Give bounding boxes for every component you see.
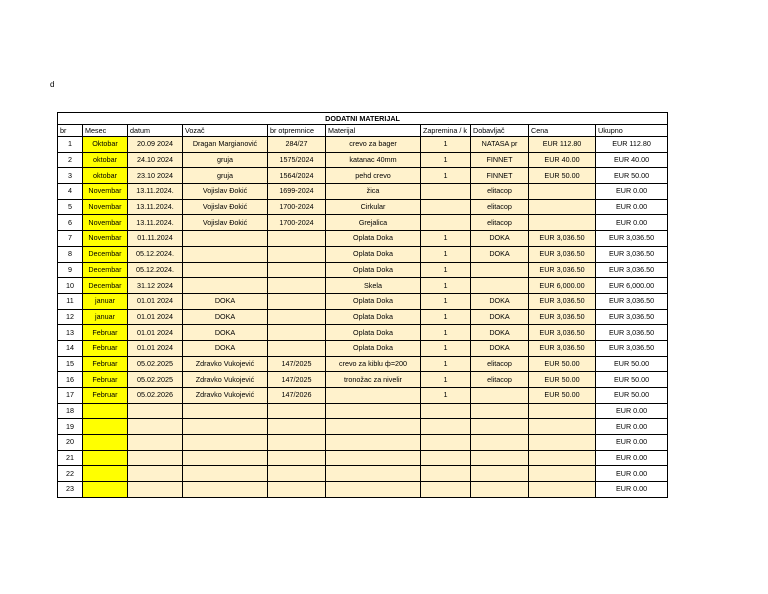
driver-cell[interactable]: Zdravko Vukojević <box>183 356 268 372</box>
delivery-note-cell[interactable] <box>268 435 326 451</box>
delivery-note-cell[interactable] <box>268 419 326 435</box>
volume-cell[interactable]: 1 <box>421 293 471 309</box>
br-cell[interactable]: 20 <box>58 435 83 451</box>
table-row <box>58 340 668 356</box>
table-row <box>58 309 668 325</box>
table-row <box>58 246 668 262</box>
driver-cell[interactable]: Zdravko Vukojević <box>183 372 268 388</box>
month-cell[interactable]: Februar <box>83 372 128 388</box>
table-row <box>58 419 668 435</box>
date-cell[interactable]: 05.02.2026 <box>128 388 183 404</box>
volume-cell[interactable]: 1 <box>421 356 471 372</box>
price-cell[interactable]: EUR 3,036.50 <box>529 262 596 278</box>
driver-cell[interactable] <box>183 262 268 278</box>
volume-cell[interactable] <box>421 435 471 451</box>
br-cell[interactable]: 22 <box>58 466 83 482</box>
month-cell[interactable]: oktobar <box>83 152 128 168</box>
month-cell[interactable]: oktobar <box>83 168 128 184</box>
date-cell[interactable]: 13.11.2024. <box>128 215 183 231</box>
month-cell[interactable]: Novembar <box>83 199 128 215</box>
month-cell[interactable] <box>83 419 128 435</box>
total-cell[interactable]: EUR 40.00 <box>596 152 668 168</box>
table-row <box>58 199 668 215</box>
br-cell[interactable]: 15 <box>58 356 83 372</box>
br-cell[interactable]: 14 <box>58 340 83 356</box>
table-row <box>58 450 668 466</box>
material-cell[interactable]: Oplata Doka <box>326 293 421 309</box>
driver-cell[interactable]: Vojislav Đokić <box>183 199 268 215</box>
date-cell[interactable]: 13.11.2024. <box>128 199 183 215</box>
table-row <box>58 325 668 341</box>
total-cell[interactable]: EUR 0.00 <box>596 482 668 498</box>
br-cell[interactable]: 5 <box>58 199 83 215</box>
br-cell[interactable]: 10 <box>58 278 83 294</box>
supplier-cell[interactable] <box>471 388 529 404</box>
delivery-note-cell[interactable] <box>268 231 326 247</box>
supplier-cell[interactable]: DOKA <box>471 309 529 325</box>
volume-cell[interactable]: 1 <box>421 388 471 404</box>
price-cell[interactable]: EUR 6,000.00 <box>529 278 596 294</box>
material-cell[interactable]: Oplata Doka <box>326 340 421 356</box>
delivery-note-cell[interactable] <box>268 278 326 294</box>
delivery-note-cell[interactable] <box>268 466 326 482</box>
price-cell[interactable] <box>529 215 596 231</box>
delivery-note-cell[interactable]: 147/2025 <box>268 356 326 372</box>
volume-cell[interactable] <box>421 215 471 231</box>
supplier-cell[interactable]: elitacop <box>471 372 529 388</box>
material-cell[interactable] <box>326 482 421 498</box>
material-cell[interactable] <box>326 466 421 482</box>
total-cell[interactable]: EUR 50.00 <box>596 388 668 404</box>
total-cell[interactable]: EUR 0.00 <box>596 450 668 466</box>
driver-cell[interactable]: Vojislav Đokić <box>183 184 268 200</box>
supplier-cell[interactable]: elitacop <box>471 356 529 372</box>
month-cell[interactable]: januar <box>83 293 128 309</box>
delivery-note-cell[interactable]: 147/2026 <box>268 388 326 404</box>
br-cell[interactable]: 19 <box>58 419 83 435</box>
delivery-note-cell[interactable] <box>268 293 326 309</box>
material-cell[interactable]: Oplata Doka <box>326 231 421 247</box>
column-header-delivery-note: br otpremnice <box>268 125 326 137</box>
table-row <box>58 388 668 404</box>
total-cell[interactable]: EUR 3,036.50 <box>596 309 668 325</box>
material-cell[interactable] <box>326 435 421 451</box>
delivery-note-cell[interactable] <box>268 340 326 356</box>
supplier-cell[interactable]: NATASA pr <box>471 137 529 153</box>
br-cell[interactable]: 7 <box>58 231 83 247</box>
supplier-cell[interactable]: DOKA <box>471 325 529 341</box>
column-header-month: Mesec <box>83 125 128 137</box>
total-cell[interactable]: EUR 50.00 <box>596 356 668 372</box>
price-cell[interactable]: EUR 3,036.50 <box>529 340 596 356</box>
br-cell[interactable]: 8 <box>58 246 83 262</box>
table-row <box>58 184 668 200</box>
month-cell[interactable]: Februar <box>83 325 128 341</box>
total-cell[interactable]: EUR 50.00 <box>596 372 668 388</box>
month-cell[interactable]: Februar <box>83 388 128 404</box>
supplier-cell[interactable] <box>471 262 529 278</box>
month-cell[interactable]: Novembar <box>83 184 128 200</box>
table-row <box>58 293 668 309</box>
date-cell[interactable]: 31.12 2024 <box>128 278 183 294</box>
table-row <box>58 278 668 294</box>
br-cell[interactable]: 4 <box>58 184 83 200</box>
volume-cell[interactable] <box>421 419 471 435</box>
volume-cell[interactable] <box>421 403 471 419</box>
material-cell[interactable]: katanac 40mm <box>326 152 421 168</box>
volume-cell[interactable] <box>421 466 471 482</box>
total-cell[interactable]: EUR 3,036.50 <box>596 231 668 247</box>
table-row <box>58 215 668 231</box>
volume-cell[interactable]: 1 <box>421 152 471 168</box>
table-row <box>58 482 668 498</box>
price-cell[interactable] <box>529 184 596 200</box>
date-cell[interactable]: 05.12.2024. <box>128 246 183 262</box>
date-cell[interactable]: 01.01 2024 <box>128 325 183 341</box>
column-header-material: Materijal <box>326 125 421 137</box>
table-row <box>58 403 668 419</box>
total-cell[interactable]: EUR 0.00 <box>596 215 668 231</box>
driver-cell[interactable] <box>183 246 268 262</box>
supplier-cell[interactable] <box>471 419 529 435</box>
table-row <box>58 435 668 451</box>
price-cell[interactable] <box>529 403 596 419</box>
volume-cell[interactable] <box>421 482 471 498</box>
total-cell[interactable]: EUR 3,036.50 <box>596 262 668 278</box>
supplier-cell[interactable]: DOKA <box>471 340 529 356</box>
date-cell[interactable]: 05.02.2025 <box>128 372 183 388</box>
volume-cell[interactable]: 1 <box>421 340 471 356</box>
month-cell[interactable]: Decembar <box>83 278 128 294</box>
material-cell[interactable] <box>326 388 421 404</box>
supplier-cell[interactable] <box>471 450 529 466</box>
date-cell[interactable]: 05.12.2024. <box>128 262 183 278</box>
date-cell[interactable]: 24.10 2024 <box>128 152 183 168</box>
delivery-note-cell[interactable]: 1700-2024 <box>268 199 326 215</box>
total-cell[interactable]: EUR 6,000.00 <box>596 278 668 294</box>
date-cell[interactable]: 23.10 2024 <box>128 168 183 184</box>
br-cell[interactable]: 9 <box>58 262 83 278</box>
supplier-cell[interactable]: elitacop <box>471 199 529 215</box>
table-title-row <box>58 113 668 125</box>
price-cell[interactable] <box>529 419 596 435</box>
column-header-driver: Vozač <box>183 125 268 137</box>
volume-cell[interactable]: 1 <box>421 137 471 153</box>
supplier-cell[interactable]: DOKA <box>471 293 529 309</box>
price-cell[interactable]: EUR 40.00 <box>529 152 596 168</box>
supplier-cell[interactable] <box>471 403 529 419</box>
delivery-note-cell[interactable]: 1700-2024 <box>268 215 326 231</box>
driver-cell[interactable]: DOKA <box>183 325 268 341</box>
delivery-note-cell[interactable] <box>268 262 326 278</box>
br-cell[interactable]: 6 <box>58 215 83 231</box>
supplier-cell[interactable]: elitacop <box>471 215 529 231</box>
total-cell[interactable]: EUR 0.00 <box>596 199 668 215</box>
material-cell[interactable]: crevo za kiblu ф=200 <box>326 356 421 372</box>
driver-cell[interactable] <box>183 278 268 294</box>
table-row <box>58 152 668 168</box>
table-header-row <box>58 125 668 137</box>
driver-cell[interactable] <box>183 419 268 435</box>
price-cell[interactable]: EUR 3,036.50 <box>529 293 596 309</box>
date-cell[interactable] <box>128 466 183 482</box>
material-cell[interactable]: Cirkular <box>326 199 421 215</box>
volume-cell[interactable]: 1 <box>421 262 471 278</box>
material-cell[interactable]: Grejalica <box>326 215 421 231</box>
driver-cell[interactable]: DOKA <box>183 293 268 309</box>
month-cell[interactable]: Februar <box>83 340 128 356</box>
total-cell[interactable]: EUR 0.00 <box>596 184 668 200</box>
date-cell[interactable]: 01.11.2024 <box>128 231 183 247</box>
br-cell[interactable]: 12 <box>58 309 83 325</box>
br-cell[interactable]: 21 <box>58 450 83 466</box>
price-cell[interactable]: EUR 3,036.50 <box>529 231 596 247</box>
column-header-date: datum <box>128 125 183 137</box>
material-cell[interactable]: Oplata Doka <box>326 325 421 341</box>
table-row <box>58 262 668 278</box>
delivery-note-cell[interactable] <box>268 482 326 498</box>
br-cell[interactable]: 3 <box>58 168 83 184</box>
month-cell[interactable]: Februar <box>83 356 128 372</box>
total-cell[interactable]: EUR 112.80 <box>596 137 668 153</box>
price-cell[interactable]: EUR 50.00 <box>529 168 596 184</box>
delivery-note-cell[interactable]: 1564/2024 <box>268 168 326 184</box>
price-cell[interactable]: EUR 50.00 <box>529 356 596 372</box>
driver-cell[interactable] <box>183 231 268 247</box>
corner-mark: d <box>50 80 55 89</box>
supplier-cell[interactable] <box>471 466 529 482</box>
table-row <box>58 372 668 388</box>
supplier-cell[interactable]: DOKA <box>471 231 529 247</box>
driver-cell[interactable] <box>183 403 268 419</box>
date-cell[interactable]: 05.02.2025 <box>128 356 183 372</box>
driver-cell[interactable] <box>183 450 268 466</box>
table-row <box>58 137 668 153</box>
price-cell[interactable] <box>529 435 596 451</box>
date-cell[interactable]: 20.09 2024 <box>128 137 183 153</box>
br-cell[interactable]: 1 <box>58 137 83 153</box>
supplier-cell[interactable]: elitacop <box>471 184 529 200</box>
supplier-cell[interactable] <box>471 278 529 294</box>
delivery-note-cell[interactable] <box>268 246 326 262</box>
volume-cell[interactable] <box>421 199 471 215</box>
volume-cell[interactable] <box>421 450 471 466</box>
volume-cell[interactable]: 1 <box>421 309 471 325</box>
delivery-note-cell[interactable] <box>268 450 326 466</box>
table-row <box>58 168 668 184</box>
price-cell[interactable] <box>529 450 596 466</box>
delivery-note-cell[interactable] <box>268 403 326 419</box>
delivery-note-cell[interactable] <box>268 309 326 325</box>
material-cell[interactable] <box>326 450 421 466</box>
supplier-cell[interactable] <box>471 435 529 451</box>
br-cell[interactable]: 13 <box>58 325 83 341</box>
driver-cell[interactable]: DOKA <box>183 340 268 356</box>
date-cell[interactable]: 01.01 2024 <box>128 309 183 325</box>
br-cell[interactable]: 17 <box>58 388 83 404</box>
month-cell[interactable]: Oktobar <box>83 137 128 153</box>
month-cell[interactable] <box>83 466 128 482</box>
column-header-br: br <box>58 125 83 137</box>
table-row <box>58 356 668 372</box>
price-cell[interactable]: EUR 50.00 <box>529 372 596 388</box>
supplier-cell[interactable] <box>471 482 529 498</box>
price-cell[interactable] <box>529 482 596 498</box>
column-header-supplier: Dobavljač <box>471 125 529 137</box>
br-cell[interactable]: 2 <box>58 152 83 168</box>
table-title: DODATNI MATERIJAL <box>58 113 668 125</box>
month-cell[interactable]: januar <box>83 309 128 325</box>
material-cell[interactable]: žica <box>326 184 421 200</box>
driver-cell[interactable]: Dragan Margianović <box>183 137 268 153</box>
table-row <box>58 231 668 247</box>
column-header-price: Cena <box>529 125 596 137</box>
volume-cell[interactable]: 1 <box>421 231 471 247</box>
date-cell[interactable] <box>128 419 183 435</box>
month-cell[interactable]: Decembar <box>83 262 128 278</box>
driver-cell[interactable]: Zdravko Vukojević <box>183 388 268 404</box>
volume-cell[interactable]: 1 <box>421 278 471 294</box>
total-cell[interactable]: EUR 3,036.50 <box>596 246 668 262</box>
total-cell[interactable]: EUR 3,036.50 <box>596 340 668 356</box>
supplier-cell[interactable]: DOKA <box>471 246 529 262</box>
volume-cell[interactable]: 1 <box>421 246 471 262</box>
total-cell[interactable]: EUR 0.00 <box>596 403 668 419</box>
price-cell[interactable]: EUR 3,036.50 <box>529 309 596 325</box>
br-cell[interactable]: 23 <box>58 482 83 498</box>
month-cell[interactable] <box>83 450 128 466</box>
delivery-note-cell[interactable]: 1575/2024 <box>268 152 326 168</box>
material-cell[interactable]: Oplata Doka <box>326 246 421 262</box>
date-cell[interactable] <box>128 435 183 451</box>
column-header-total: Ukupno <box>596 125 668 137</box>
total-cell[interactable]: EUR 3,036.50 <box>596 325 668 341</box>
driver-cell[interactable]: gruja <box>183 152 268 168</box>
date-cell[interactable]: 13.11.2024. <box>128 184 183 200</box>
total-cell[interactable]: EUR 0.00 <box>596 419 668 435</box>
column-header-volume: Zapremina / k <box>421 125 471 137</box>
delivery-note-cell[interactable] <box>268 325 326 341</box>
material-cell[interactable] <box>326 419 421 435</box>
material-cell[interactable]: Skela <box>326 278 421 294</box>
delivery-note-cell[interactable]: 284/27 <box>268 137 326 153</box>
material-cell[interactable]: tronožac za nivelir <box>326 372 421 388</box>
price-cell[interactable]: EUR 50.00 <box>529 388 596 404</box>
supplier-cell[interactable]: FINNET <box>471 152 529 168</box>
month-cell[interactable] <box>83 482 128 498</box>
driver-cell[interactable] <box>183 435 268 451</box>
date-cell[interactable] <box>128 403 183 419</box>
price-cell[interactable]: EUR 3,036.50 <box>529 246 596 262</box>
supplier-cell[interactable]: FINNET <box>471 168 529 184</box>
price-cell[interactable]: EUR 112.80 <box>529 137 596 153</box>
price-cell[interactable] <box>529 199 596 215</box>
total-cell[interactable]: EUR 0.00 <box>596 435 668 451</box>
date-cell[interactable]: 01.01 2024 <box>128 293 183 309</box>
driver-cell[interactable]: DOKA <box>183 309 268 325</box>
price-cell[interactable] <box>529 466 596 482</box>
driver-cell[interactable]: Vojislav Đokić <box>183 215 268 231</box>
total-cell[interactable]: EUR 0.00 <box>596 466 668 482</box>
date-cell[interactable] <box>128 450 183 466</box>
driver-cell[interactable]: gruja <box>183 168 268 184</box>
month-cell[interactable]: Novembar <box>83 215 128 231</box>
material-cell[interactable]: pehd crevo <box>326 168 421 184</box>
driver-cell[interactable] <box>183 466 268 482</box>
material-cell[interactable]: Oplata Doka <box>326 262 421 278</box>
material-cell[interactable]: Oplata Doka <box>326 309 421 325</box>
br-cell[interactable]: 18 <box>58 403 83 419</box>
date-cell[interactable] <box>128 482 183 498</box>
materials-table <box>57 112 668 498</box>
delivery-note-cell[interactable]: 1699-2024 <box>268 184 326 200</box>
material-cell[interactable]: crevo za bager <box>326 137 421 153</box>
table-row <box>58 466 668 482</box>
total-cell[interactable]: EUR 50.00 <box>596 168 668 184</box>
month-cell[interactable] <box>83 435 128 451</box>
delivery-note-cell[interactable]: 147/2025 <box>268 372 326 388</box>
material-cell[interactable] <box>326 403 421 419</box>
br-cell[interactable]: 11 <box>58 293 83 309</box>
volume-cell[interactable]: 1 <box>421 325 471 341</box>
total-cell[interactable]: EUR 3,036.50 <box>596 293 668 309</box>
month-cell[interactable]: Novembar <box>83 231 128 247</box>
month-cell[interactable]: Decembar <box>83 246 128 262</box>
date-cell[interactable]: 01.01 2024 <box>128 340 183 356</box>
volume-cell[interactable]: 1 <box>421 372 471 388</box>
volume-cell[interactable] <box>421 184 471 200</box>
month-cell[interactable] <box>83 403 128 419</box>
driver-cell[interactable] <box>183 482 268 498</box>
volume-cell[interactable]: 1 <box>421 168 471 184</box>
price-cell[interactable]: EUR 3,036.50 <box>529 325 596 341</box>
br-cell[interactable]: 16 <box>58 372 83 388</box>
